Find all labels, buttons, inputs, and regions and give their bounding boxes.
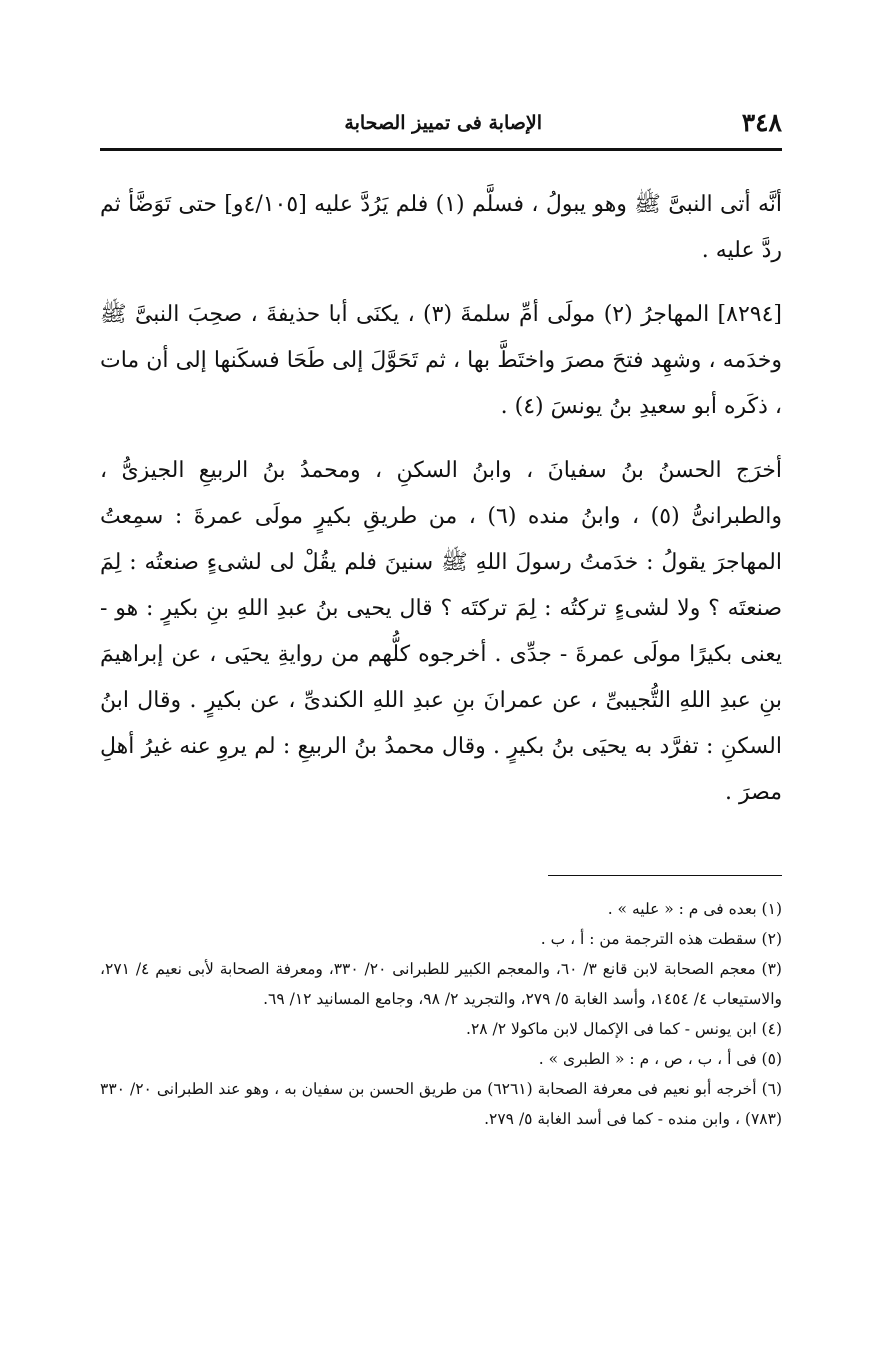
paragraph: أنَّه أتى النبىَّ ﷺ وهو يبولُ ، فسلَّم (١) فلم يَرُدَّ عليه [٤/١٠٥و] حتى تَوَضَّأ ثم ردَّ عليه . [100,192,782,263]
page-number: ٣٤٨ [741,108,782,137]
footnote: (٣) معجم الصحابة لابن قانع ٣/ ٦٠، والمعجم الكبير للطبرانى ٢٠/ ٣٣٠، ومعرفة الصحابة لأبى نعيم ٤/ ٢٧١، والاستيعاب ٤/ ١٤٥٤، وأسد الغابة ٥/ ٢٧٩، والتجريد ٢/ ٩٨، وجامع المسانيد ١٢/ ٦٩. [100,960,782,1008]
footnote-rule [548,875,782,876]
biography-entry: [٨٢٩٤] المهاجرُ (٢) مولَى أمِّ سلمةَ (٣) ، يكنَى أبا حذيفةَ ، صحِبَ النبىَّ ﷺ وخدَمه ، وشهِد فتحَ مصرَ واختَطَّ بها ، ثم تَحَوَّلَ إلى طَحَا فسكَنها إلى أن مات ، ذكَره أبو سعيدِ بنُ يونسَ (٤) . [100,302,782,419]
header-rule [100,148,782,151]
running-title: الإصابة فى تمييز الصحابة [344,112,542,134]
footnote: (٢) سقطت هذه الترجمة من : أ ، ب . [540,930,782,948]
footnote: (٦) أخرجه أبو نعيم فى معرفة الصحابة (٦٢٦١) من طريق الحسن بن سفيان به ، وهو عند الطبرانى ٢٠/ ٣٣٠ (٧٨٣) ، وابن منده - كما فى أسد الغابة ٥/ ٢٧٩. [100,1080,783,1128]
footnote: (٤) ابن يونس - كما فى الإكمال لابن ماكولا ٢/ ٢٨. [466,1020,782,1038]
main-text [100,182,782,816]
paragraph: أخرَج الحسنُ بنُ سفيانَ ، وابنُ السكنِ ، ومحمدُ بنُ الربيعِ الجيزىُّ ، والطبرانىُّ (٥) ، وابنُ منده (٦) ، من طريقِ بكيرٍ مولَى عمرةَ : سمِعتُ المهاجرَ يقولُ : خدَمتُ رسولَ اللهِ ﷺ سنينَ فلم يقُلْ لى لشىءٍ صنعتُه : لِمَ صنعتَه ؟ ولا لشىءٍ تركتُه : لِمَ تركتَه ؟ قال يحيى بنُ عبدِ اللهِ بنِ بكيرٍ : هو - يعنى بكيرًا مولَى عمرةَ - جدِّى . أخرجوه كلُّهم من روايةِ يحيَى ، عن إبراهيمَ بنِ عبدِ اللهِ التُّجيبىِّ ، عن عمرانَ بنِ عبدِ اللهِ الكندىِّ ، عن بكيرٍ . وقال ابنُ السكنِ : تفرَّد به يحيَى بنُ بكيرٍ . وقال محمدُ بنُ الربيعِ : لم يروِ عنه غيرُ أهلِ مصرَ . [100,458,783,805]
footnotes [100,894,782,1134]
page-header [100,104,782,144]
footnote: (١) بعده فى م : « عليه » . [607,900,782,918]
footnote: (٥) فى أ ، ب ، ص ، م : « الطبرى » . [538,1050,782,1068]
